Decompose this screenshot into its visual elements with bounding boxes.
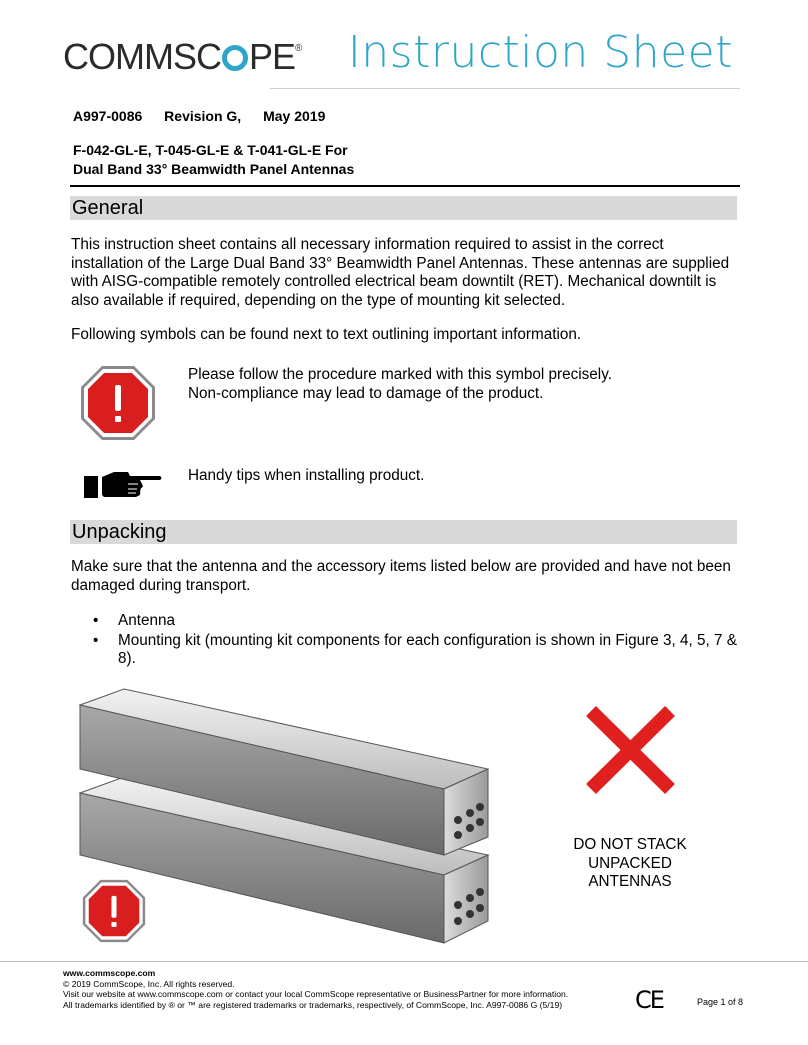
subtitle-divider (70, 185, 740, 187)
document-id-line (73, 108, 343, 124)
list-item: • Antenna (93, 612, 753, 631)
logo-registered-mark: ® (295, 43, 302, 54)
footer-divider (0, 961, 808, 962)
stop-warning-icon (80, 365, 156, 441)
pointing-hand-icon (84, 470, 164, 498)
footer-copyright: © 2019 CommScope, Inc. All rights reserved. (63, 978, 235, 989)
do-not-stack-label: DO NOT STACK UNPACKED ANTENNAS (573, 836, 687, 890)
logo-o-mark-icon (222, 45, 248, 71)
footer-trademarks: All trademarks identified by ® or ™ are registered trademarks or trademarks, respectively, of CommScope, Inc. A997-0086 G (5/19) (63, 999, 563, 1010)
list-item: • Mounting kit (mounting kit components for each configuration is shown in Figure 3, 4, 5, 7 & 8). (93, 632, 753, 669)
unpacking-intro-paragraph: Make sure that the antenna and the accessory items listed below are provided and have not been damaged during transport. (71, 558, 731, 594)
page-title: Instruction Sheet (347, 27, 733, 78)
subtitle-line-1: F-042-GL-E, T-045-GL-E & T-041-GL-E For (73, 142, 348, 158)
section-heading-general: General (70, 196, 737, 220)
document-date: May 2019 (263, 108, 326, 124)
section-heading-unpacking: Unpacking (70, 520, 737, 544)
warning-line-1: Please follow the procedure marked with this symbol precisely. (188, 366, 612, 383)
warning-line-2: Non-compliance may lead to damage of the product. (188, 384, 544, 402)
logo-text-end: PE (249, 36, 296, 77)
commscope-logo (63, 36, 301, 78)
document-number: A997-0086 (73, 108, 143, 124)
footer (63, 968, 623, 1010)
document-revision: Revision G, (164, 108, 242, 124)
subtitle-line-2: Dual Band 33° Beamwidth Panel Antennas (73, 161, 355, 177)
stop-warning-icon (82, 879, 146, 943)
document-subtitle (73, 141, 673, 179)
general-intro-paragraph: This instruction sheet contains all necessary information required to assist in the correct installation of the Large Dual Band 33° Beamwidth Panel Antennas. These antennas are supplied with AISG-compatible remotely controlled electrical beam downtilt (RET). Mechanical downtilt is also available if required, depending on the type of mounting kit selected. (71, 236, 730, 309)
unpacking-items-list (93, 612, 753, 670)
logo-text-start: COMMSC (63, 36, 221, 77)
header-divider (270, 88, 740, 89)
red-x-icon (583, 705, 678, 795)
footer-website-link[interactable]: www.commscope.com (63, 968, 156, 978)
tip-symbol-description: Handy tips when installing product. (188, 467, 425, 484)
warning-symbol-description (188, 366, 728, 403)
page-number: Page 1 of 8 (697, 997, 744, 1007)
footer-visit-text: Visit our website at www.commscope.com or contact your local CommScope representative or BusinessPartner for more information. (63, 989, 569, 999)
ce-mark-icon: CE (635, 986, 663, 1014)
symbols-intro-paragraph: Following symbols can be found next to text outlining important information. (71, 326, 582, 343)
